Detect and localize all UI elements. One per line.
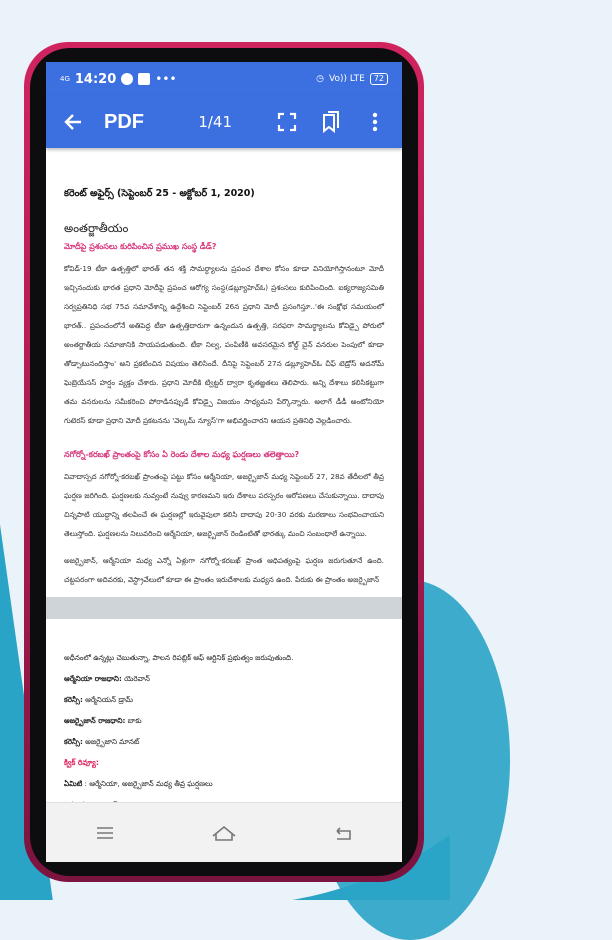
volte-indicator: Vo)) LTE [329, 74, 365, 84]
app-toolbar [46, 96, 402, 148]
fact-row [64, 668, 384, 689]
alarm-icon: ◷ [316, 74, 324, 84]
help-icon [121, 73, 133, 85]
phone-frame [24, 42, 424, 882]
quick-review-row [64, 773, 384, 794]
question-heading-2: నగోర్నో-కరబఖ్ ప్రాంతంపై కోసం ఏ రెండు దేశాల మధ్య ఘర్షణలు తలెత్తాయి? [64, 450, 300, 459]
fact-label: అజర్బైజాన్ రాజధాని: [64, 716, 126, 725]
network-indicator: 4G [60, 75, 70, 83]
fact-value: యెరెవాన్ [121, 674, 150, 683]
fact-label: కరెన్సీ: [64, 737, 83, 746]
recents-icon[interactable] [85, 817, 125, 849]
fact-label: కరెన్సీ: [64, 695, 83, 704]
page2-intro: అధీనంలో ఉన్నట్లు చెబుతున్నా, పాలన రిపబ్లిక్ ఆఫ్ ఆర్టినిక్ ప్రభుత్వం జరుపుతుంది. [64, 653, 294, 662]
back-icon[interactable] [323, 817, 363, 849]
fact-row [64, 689, 384, 710]
system-nav-bar [46, 802, 402, 862]
fact-value: ఆర్మేనియన్ డ్రామ్ [82, 695, 134, 704]
question-heading-1: మోదీపై ప్రశంసలు కురిపించిన ప్రముఖ సంస్థ డీడ్? [64, 242, 217, 251]
pdf-page-1 [46, 148, 402, 619]
fact-value: అజర్బైజాని మానట్ [82, 737, 140, 746]
phone-screen [46, 62, 402, 862]
youtube-icon [138, 73, 150, 85]
battery-indicator: 72 [370, 73, 388, 85]
toolbar-title: PDF [104, 110, 144, 133]
quick-review-value: : ఆర్మేనియా, అజర్బైజాన్ మధ్య తీవ్ర ఘర్షణలు [82, 779, 213, 788]
phone-bezel [30, 48, 418, 876]
quick-review-label: ఏమిటి [64, 779, 83, 788]
paragraph-2: వివాదాస్పద నగోర్నో-కరబఖ్ ప్రాంతంపై పట్టు కోసం ఆర్మేనియా, అజర్బైజాన్ మధ్య సెప్టెంబర్ 27, 28వ తేదీలలో తీవ్ర ఘర్షణ జరిగింది. ఘర్షణలకు నువ్వంటే నువ్వు కారణమని ఇరు దేశాలు పరస్పరం ఆరోపణలు చేసుకున్నాయి. దాదాపు చిన్నపాటి యుద్ధాన్ని తలపించే ఈ ఘర్షణల్లో ఇరువైపులా కలిసి దాదాపు 20-30 వరకు మరణాలు సంభవించాయని తెలుస్తోంది. ఘర్షణలను నిలువరించి ఆర్మేనియా, అజర్బైజాన్ రెండింటితో భారత్కు మంచి సంబంధాలే ఉన్నాయి. [64, 472, 384, 538]
document-heading: కరెంట్ అఫైర్స్ (సెప్టెంబర్ 25 - అక్టోబర్ 1, 2020) [64, 188, 255, 199]
bookmarks-icon[interactable] [314, 105, 348, 139]
page-separator [46, 597, 402, 619]
fact-row [64, 710, 384, 731]
home-icon[interactable] [204, 817, 244, 849]
status-bar [46, 62, 402, 96]
fact-row [64, 731, 384, 752]
section-title: అంతర్జాతీయం [64, 221, 129, 235]
fact-value: బాకు [125, 716, 142, 725]
fact-label: ఆర్మేనియా రాజధాని: [64, 674, 122, 683]
back-arrow-icon[interactable] [56, 105, 90, 139]
quick-review-title: క్విక్ రివ్యూ: [64, 758, 99, 767]
paragraph-1: కోవిడ్-19 టీకా ఉత్పత్తిలో భారత్ తన శక్తి సామర్థ్యాలను ప్రపంచ దేశాల కోసం కూడా వినియోగిస్తానంటూ మోదీ ఇచ్చినందుకు భారత ప్రధాని మోదీపై ప్రపంచ ఆరోగ్య సంస్థ(డబ్ల్యూహెచ్ఓ) ప్రశంసలు కురిపించింది. ఐక్యరాజ్యసమితి సర్వప్రతినిధి సభ 75వ సమావేశాన్ని ఉద్దేశించి సెప్టెంబర్ 26న ప్రధాని మోదీ ప్రసంగిస్తూ..'ఈ సంక్షోభ సమయంలో భారత్.. ప్రపంచంలోనే అతిపెద్ద టీకా ఉత్పత్తిదారుగా ఉన్నందున ఉత్పత్తి, సరఫరా సామర్థ్యాలను కోవిడ్పై పోరులో అంతర్జాతీయ సమాజానికి సాయపడుతుంది. టీకా నిల్వ, పంపిణీకి అవసరమైన కోల్డ్ చైన్ వనరుల పెంపులో కూడా తోడ్పాటునందిస్తాం' అని ప్రకటించిన విషయం తెలిసిందే. దీనిపై సెప్టెంబర్ 27న డబ్ల్యూహెచ్ఓ చీఫ్ టెడ్రోస్ అదనోమ్ ఘెబ్రెయేసస్ హర్షం వ్యక్తం చేశారు. ప్రధాని మోదీకి ట్విట్టర్ ద్వారా కృతజ్ఞతలు తెలిపారు. అన్ని దేశాలు కలిసికట్టుగా తమ వనరులను సమీకరించి పోరాడినప్పుడే కోవిడ్పై విజయం సాధ్యమని పేర్కొన్నారు. అలాగే డీడీ అంటోనియో గుటెరస్ కూడా ప్రధాని మోదీ ప్రకటనను 'వెల్కమ్ న్యూస్'గా అభివర్ణించారని ఆయన ప్రతినిధి వెల్లడించారు. [64, 264, 384, 425]
fullscreen-icon[interactable] [270, 105, 304, 139]
paragraph-3: అజర్బైజాన్, ఆర్మేనియా మధ్య ఎన్నో ఏళ్లుగా నగోర్నో-కరబఖ్ ప్రాంత ఆధిపత్యంపై ఘర్షణ జరుగుతూనే ఉంది. చట్టపరంగా అదివరకు, వెస్ట్రావేలులో కూడా ఈ ప్రాంతం ఇరుదేశాలకు మధ్యన ఉంది. పేరుకు ఈ ప్రాంతం అజర్బైజాన్ [64, 556, 384, 584]
page-indicator: 1/41 [198, 113, 232, 131]
status-time: 14:20 [74, 71, 117, 87]
pdf-document[interactable] [46, 148, 402, 802]
more-vert-icon[interactable] [358, 105, 392, 139]
pdf-page-2 [46, 619, 402, 815]
more-notifications-icon: ••• [155, 72, 177, 86]
